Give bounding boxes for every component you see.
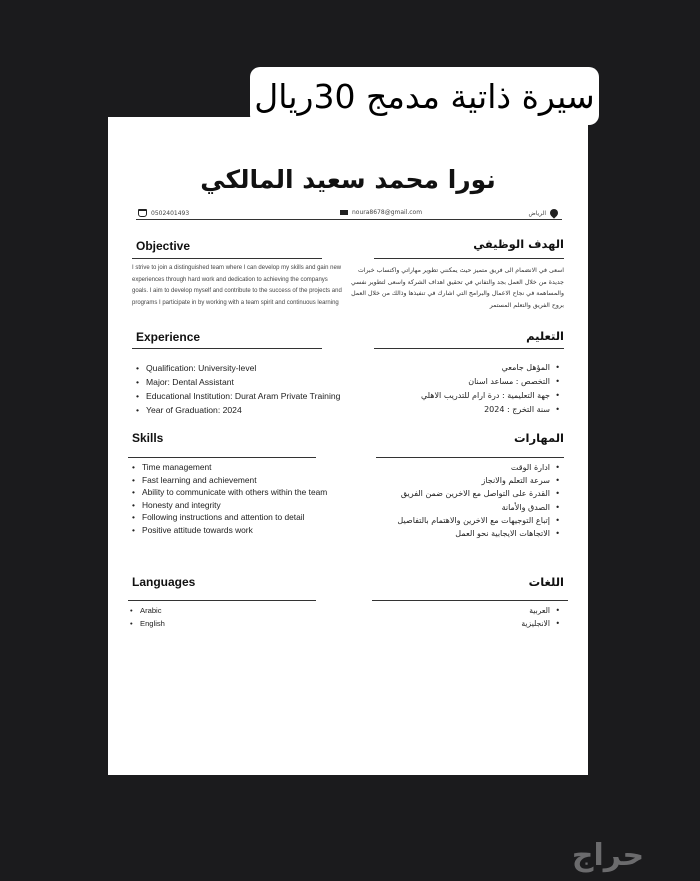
education-divider-ar	[374, 348, 564, 349]
skills-list-ar	[397, 461, 560, 540]
objective-text-ar: اسعى في الانضمام الى فريق متميز حيث يمكنني تطوير مهاراتي واكتساب خبرات جديدة من خلال العمل بجد والتفاني في تحقيق اهداف الشركة واسعى لتطوير نفسي والمساهمة في نجاح الاعمال والبرامج التي اشارك في تنفيذها وذالك من خلال العمل بروح الفريق والتعلم المستمر	[351, 267, 564, 309]
list-item: • سنة التخرج : 2024	[421, 403, 560, 417]
list-item: • إتباع التوجيهات مع الاخرين والاهتمام بالتفاصيل	[397, 514, 560, 527]
languages-divider	[128, 600, 316, 601]
list-item: • جهة التعليمية : درة ارام للتدريب الاهلي	[421, 389, 560, 403]
haraj-watermark-logo: حراج	[571, 838, 645, 873]
contact-email	[340, 209, 422, 216]
list-item: • الانجليزية	[521, 618, 560, 631]
list-item: • الاتجاهات الايجابية نحو العمل	[397, 527, 560, 540]
languages-divider-ar	[372, 600, 568, 601]
education-heading-ar: التعليم	[526, 329, 564, 343]
list-item: • سرعة التعلم والانجاز	[397, 474, 560, 487]
list-item: • Year of Graduation: 2024	[136, 403, 340, 417]
list-item: • Following instructions and attention to detail	[132, 511, 327, 524]
skills-divider-ar	[376, 457, 564, 458]
skills-list	[132, 461, 327, 537]
list-item: • التخصص : مساعد اسنان	[421, 375, 560, 389]
experience-divider	[132, 348, 322, 349]
header-divider	[136, 219, 562, 220]
cv-name: نورا محمد سعيد المالكي	[200, 165, 496, 194]
education-list-ar	[421, 361, 560, 417]
contact-city	[528, 209, 558, 217]
list-item: • Major: Dental Assistant	[136, 375, 340, 389]
list-item: • Honesty and integrity	[132, 499, 327, 512]
skills-heading: Skills	[132, 431, 164, 445]
list-item: • المؤهل جامعي	[421, 361, 560, 375]
languages-heading: Languages	[132, 575, 196, 589]
experience-heading: Experience	[136, 330, 201, 344]
objective-divider-ar	[374, 258, 564, 259]
city-text: الرياض	[528, 209, 546, 217]
list-item: • Arabic	[130, 605, 165, 618]
list-item: • Ability to communicate with others within the team	[132, 486, 327, 499]
languages-heading-ar: اللغات	[528, 575, 564, 589]
email-text: noura8678@gmail.com	[352, 209, 423, 216]
list-item: • العربية	[521, 605, 560, 618]
cv-page	[108, 117, 588, 775]
contact-phone	[138, 209, 189, 217]
list-item: • الصدق والأمانة	[397, 501, 560, 514]
objective-heading: Objective	[136, 239, 191, 253]
languages-list	[130, 605, 165, 630]
location-pin-icon	[548, 207, 559, 218]
list-item: • القدرة على التواصل مع الاخرين ضمن الفريق	[397, 487, 560, 500]
mail-icon	[340, 210, 348, 215]
experience-list	[136, 361, 340, 417]
list-item: • Fast learning and achievement	[132, 474, 327, 487]
list-item: • ادارة الوقت	[397, 461, 560, 474]
skills-divider	[128, 457, 316, 458]
list-item: • Time management	[132, 461, 327, 474]
phone-icon	[138, 209, 147, 217]
list-item: • Qualification: University-level	[136, 361, 340, 375]
skills-heading-ar: المهارات	[514, 431, 564, 445]
languages-list-ar	[521, 605, 560, 630]
banner-text: سيرة ذاتية مدمج 30ريال	[254, 76, 595, 116]
objective-divider	[132, 258, 322, 259]
objective-heading-ar: الهدف الوظيفي	[473, 237, 564, 251]
list-item: • Educational Institution: Durat Aram Private Training	[136, 389, 340, 403]
list-item: • English	[130, 618, 165, 631]
objective-text: I strive to join a distinguished team where I can develop my skills and gain new experiences through hard work and dedication to achieving the companys goals. I aim to develop myself and contribute to the success of the projects and programs I participate in by working with a team spirit and continuous learning	[132, 265, 342, 306]
list-item: • Positive attitude towards work	[132, 524, 327, 537]
phone-text: 0502401493	[151, 209, 190, 217]
